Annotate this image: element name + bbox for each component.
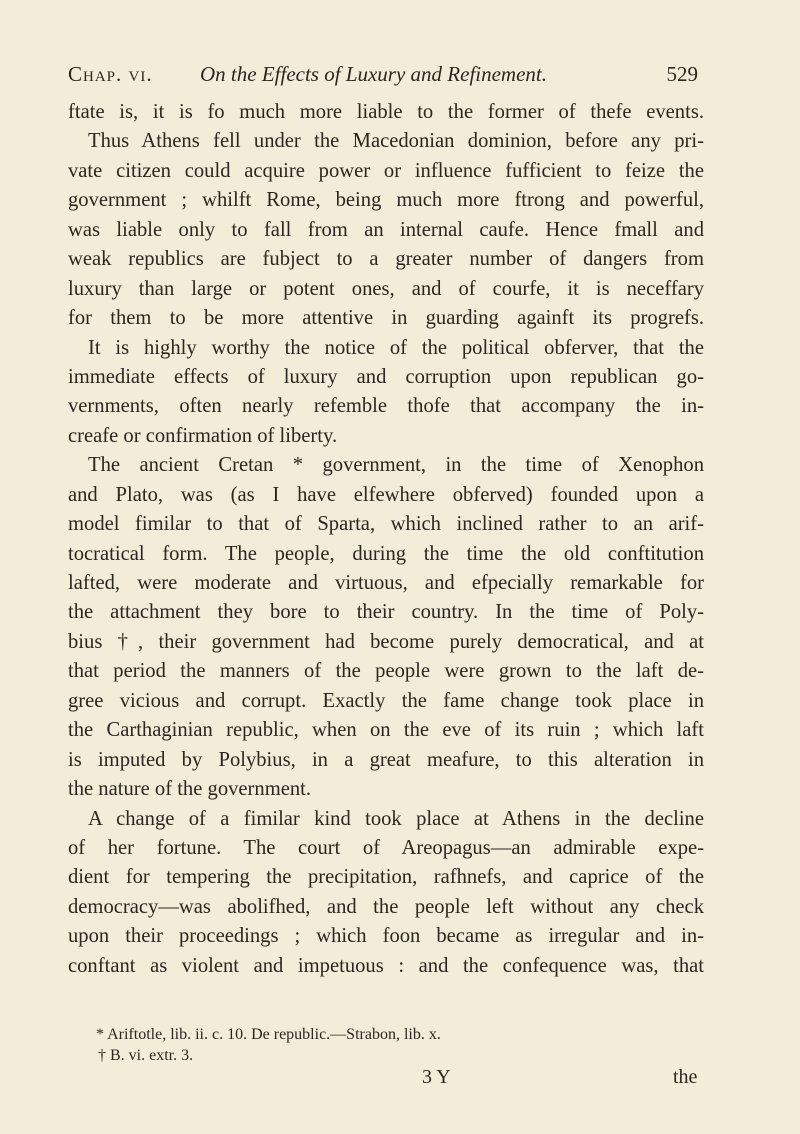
text-line: dient for tempering the precipitation, rafhnefs, and caprice of the — [68, 866, 704, 889]
body-text — [68, 98, 704, 981]
text-line: vate citizen could acquire power or influence fufficient to feize the — [68, 159, 704, 182]
text-line: democracy—was abolifhed, and the people left without any check — [68, 895, 704, 918]
text-line: bius †, their government had become purely democratical, and at — [68, 630, 704, 653]
text-line: government ; whilft Rome, being much more ftrong and powerful, — [68, 189, 704, 212]
text-line: tocratical form. The people, during the time the old conftitution — [68, 542, 704, 565]
text-line: model fimilar to that of Sparta, which inclined rather to an arif- — [68, 513, 704, 536]
text-line: The ancient Cretan * government, in the time of Xenophon — [88, 454, 704, 477]
text-line: It is highly worthy the notice of the political obferver, that the — [88, 336, 704, 359]
text-line: the nature of the government. — [68, 778, 312, 801]
text-line: of her fortune. The court of Areopagus—an admirable expe- — [68, 836, 704, 859]
text-line: conftant as violent and impetuous : and the confequence was, that — [68, 954, 704, 977]
text-line: vernments, often nearly refemble thofe that accompany the in- — [68, 395, 704, 418]
text-line: Thus Athens fell under the Macedonian dominion, before any pri- — [88, 130, 704, 153]
chapter-label: Chap. vi. — [68, 62, 153, 86]
text-line: gree vicious and corrupt. Exactly the fame change took place in — [68, 689, 704, 712]
catchword: the — [673, 1066, 698, 1088]
footnotes — [96, 1024, 656, 1066]
text-line: upon their proceedings ; which foon became as irregular and in- — [68, 925, 704, 948]
text-line: luxury than large or potent ones, and of courfe, it is neceffary — [68, 277, 704, 300]
text-line: that period the manners of the people were grown to the laft de- — [68, 660, 704, 683]
running-header — [68, 62, 698, 102]
text-line: for them to be more attentive in guarding againft its progrefs. — [68, 307, 704, 330]
text-line: the Carthaginian republic, when on the eve of its ruin ; which laft — [68, 719, 704, 742]
text-line: and Plato, was (as I have elfewhere obferved) founded upon a — [68, 483, 704, 506]
text-line: lafted, were moderate and virtuous, and efpecially remarkable for — [68, 572, 704, 594]
footnote: † B. vi. extr. 3. — [98, 1047, 194, 1064]
text-line: ftate is, it is fo much more liable to the former of thefe events. — [68, 101, 704, 123]
text-line: creafe or confirmation of liberty. — [68, 424, 338, 447]
text-line: the attachment they bore to their country. In the time of Poly- — [68, 601, 704, 624]
text-line: A change of a fimilar kind took place at Athens in the decline — [88, 807, 704, 830]
text-line: is imputed by Polybius, in a great meafure, to this alteration in — [68, 748, 704, 771]
signature-mark: 3 Y — [422, 1066, 451, 1088]
running-title: On the Effects of Luxury and Refinement. — [200, 62, 548, 86]
text-line: weak republics are fubject to a greater number of dangers from — [68, 248, 704, 271]
text-line: was liable only to fall from an internal caufe. Hence fmall and — [68, 218, 704, 241]
footnote: * Ariftotle, lib. ii. c. 10. De republic.—Strabon, lib. x. — [96, 1026, 441, 1043]
text-line: immediate effects of luxury and corruption upon republican go- — [68, 365, 704, 388]
page-number: 529 — [666, 62, 698, 86]
